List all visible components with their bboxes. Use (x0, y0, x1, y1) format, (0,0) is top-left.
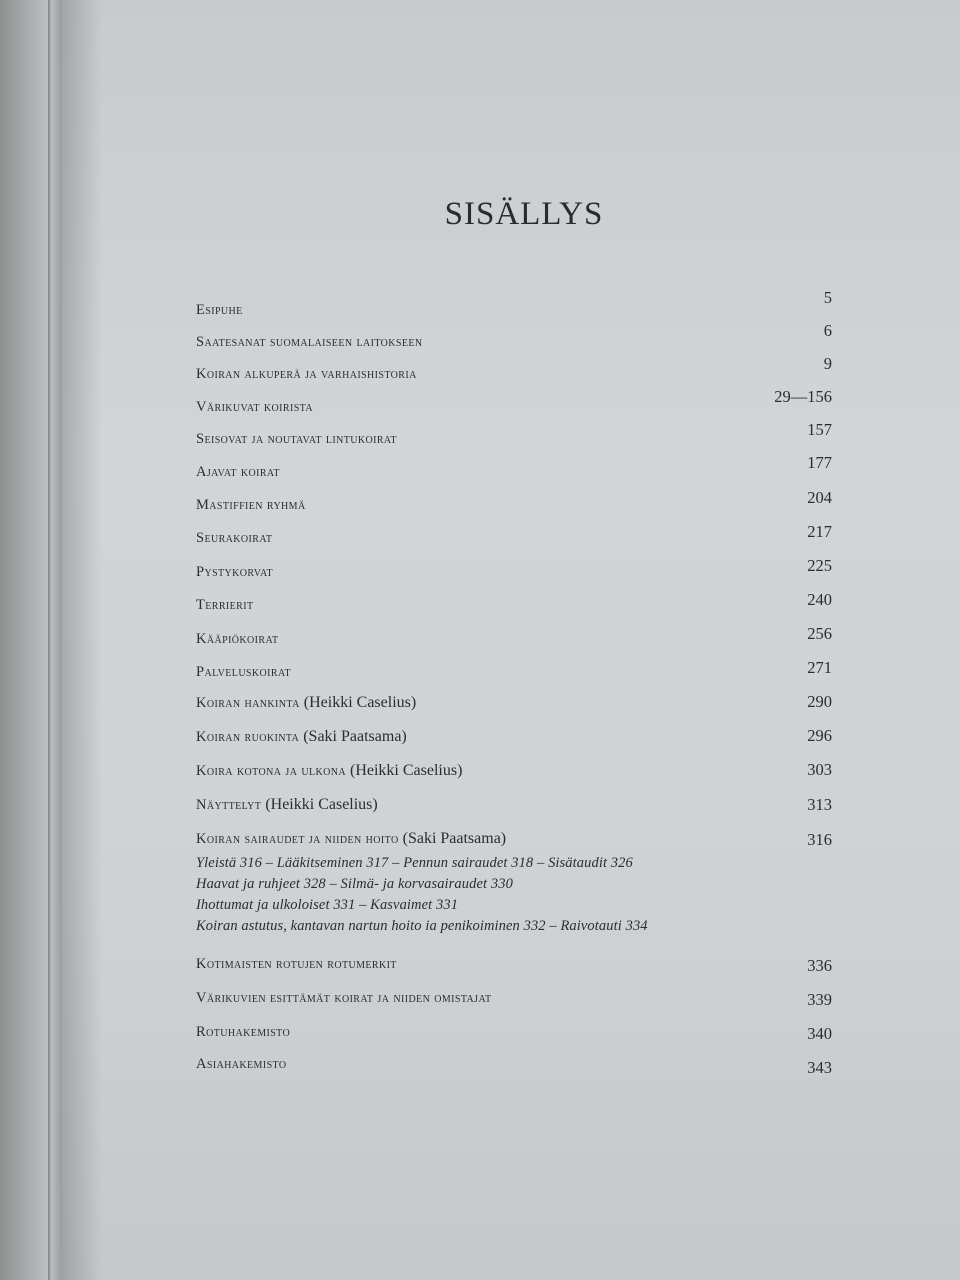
toc-entry-label: Saatesanat suomalaiseen laitokseen (196, 334, 423, 350)
toc-entry-page: 5 (823, 288, 832, 307)
toc-entry-author: (Saki Paatsama) (303, 728, 407, 745)
toc-entry (62, 990, 960, 1024)
toc-entry-author: (Heikki Caselius) (265, 796, 378, 813)
toc-entry-label (196, 762, 462, 780)
toc-subtopic-line: Ihottumat ja ulkoloiset 331 – Kasvaimet 331 (196, 897, 459, 913)
toc-entry-page: 29—156 (774, 387, 832, 406)
toc-entry-page: 340 (807, 1024, 832, 1043)
toc-entry (62, 796, 960, 830)
toc-entry-label: Ajavat koirat (196, 464, 280, 480)
toc-entry (62, 956, 960, 990)
toc-entry-label: Kotimaisten rotujen rotumerkit (196, 956, 397, 972)
toc-entry-label (196, 796, 378, 814)
toc-entry-author: (Saki Paatsama) (402, 830, 507, 847)
toc-entry (62, 1024, 960, 1058)
toc-subtopic-line: Haavat ja ruhjeet 328 – Silmä- ja korvasairaudet 330 (196, 876, 513, 892)
toc-entry-page: 339 (807, 990, 832, 1009)
toc-entry-author: (Heikki Caselius) (303, 694, 417, 711)
toc-entry-page: 296 (807, 726, 832, 745)
toc-entry (62, 290, 960, 324)
toc-entry-author: (Heikki Caselius) (350, 762, 463, 779)
toc-entry-label (196, 728, 407, 746)
toc-entry-page: 177 (807, 453, 832, 472)
toc-entry-title: Koiran hankinta (196, 695, 300, 711)
table-of-contents (62, 0, 960, 1280)
toc-subtopic-line: Yleistä 316 – Lääkitseminen 317 – Pennun sairaudet 318 – Sisätaudit 326 (196, 855, 633, 871)
page-title: SISÄLLYS (444, 196, 604, 232)
toc-entry-title: Koiran sairaudet ja niiden hoito (196, 831, 399, 847)
toc-entry-label: Kääpiökoirat (196, 631, 279, 647)
toc-entry-label: Rotuhakemisto (196, 1024, 291, 1040)
toc-subtopic-line: Koiran astutus, kantavan nartun hoito ia penikoiminen 332 – Raivotauti 334 (196, 918, 648, 934)
toc-entry (62, 762, 960, 796)
toc-entry-page: 313 (807, 795, 832, 814)
toc-entry-label (196, 694, 416, 712)
toc-entry-label: Asiahakemisto (196, 1056, 287, 1072)
toc-entry-page: 157 (807, 420, 832, 439)
toc-entry-page: 217 (807, 522, 832, 541)
toc-entry-page: 336 (807, 956, 832, 975)
toc-entry-label: Mastiffien ryhmä (196, 497, 306, 513)
toc-entry-page: 271 (807, 658, 832, 677)
toc-entry-label: Terrierit (196, 597, 254, 613)
toc-entry (62, 1056, 960, 1090)
toc-entry-label: Esipuhe (196, 302, 243, 318)
toc-entry-page: 316 (807, 830, 832, 849)
page-edge-line (48, 0, 51, 1280)
book-gutter (0, 0, 62, 1280)
toc-entry-title: Koiran ruokinta (196, 729, 300, 745)
toc-entry-label: Koiran alkuperä ja varhaishistoria (196, 366, 417, 382)
toc-entry-page: 303 (807, 760, 832, 779)
toc-entry-label: Pystykorvat (196, 564, 274, 580)
toc-entry-page: 240 (807, 590, 832, 609)
toc-entry-title: Näyttelyt (196, 797, 262, 813)
toc-entry-page: 225 (807, 556, 832, 575)
toc-entry-page: 9 (823, 354, 832, 373)
toc-entry-label: Värikuvien esittämät koirat ja niiden omistajat (196, 990, 492, 1006)
toc-entry-page: 256 (807, 624, 832, 643)
book-page (62, 0, 960, 1280)
toc-entry-label: Palveluskoirat (196, 664, 291, 680)
toc-entry-page: 6 (823, 321, 832, 340)
toc-entry-label: Seisovat ja noutavat lintukoirat (196, 431, 397, 447)
toc-entry-label: Seurakoirat (196, 530, 273, 546)
toc-entry-page: 204 (807, 488, 832, 507)
toc-entry (62, 694, 960, 728)
toc-entry-page: 343 (807, 1058, 832, 1077)
toc-entry-label (196, 830, 506, 848)
toc-entry-title: Koira kotona ja ulkona (196, 763, 346, 779)
toc-entry-label: Värikuvat koirista (196, 399, 313, 415)
toc-entry-page: 290 (807, 692, 832, 711)
toc-entry (62, 728, 960, 762)
toc-entry (62, 321, 960, 358)
